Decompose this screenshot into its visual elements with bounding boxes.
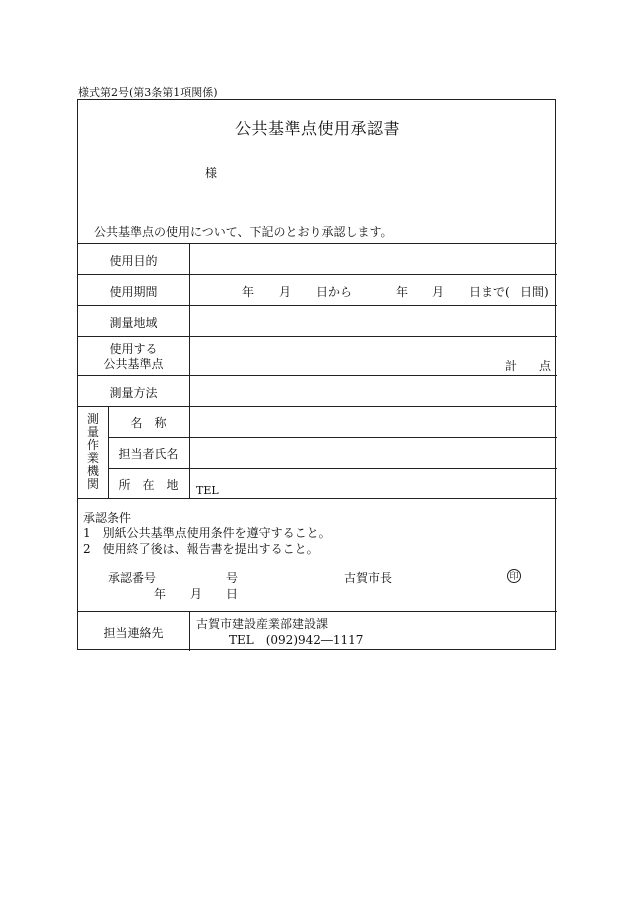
divider [78, 243, 557, 244]
approval-number-label: 承認番号 [108, 571, 157, 585]
column-divider [189, 243, 190, 498]
group-char: 作 [86, 438, 99, 452]
condition-item: 1 別紙公共基準点使用条件を遵守すること。 [83, 526, 331, 540]
group-char: 業 [86, 451, 99, 465]
area-label: 測量地域 [109, 316, 158, 330]
approval-form [77, 99, 556, 650]
seal-mark: 印 [507, 569, 521, 583]
approval-date-month: 月 [190, 587, 203, 601]
period-label: 使用期間 [109, 285, 158, 299]
divider [78, 498, 557, 499]
approval-date-year: 年 [154, 587, 167, 601]
mayor-label: 古賀市長 [344, 571, 393, 585]
divider [78, 375, 557, 376]
contact-phone: TEL (092)942―1117 [229, 633, 364, 647]
org-address-label: 所 在 地 [118, 478, 179, 492]
points-label-line2: 公共基準点 [103, 357, 164, 371]
group-char: 量 [86, 425, 99, 439]
divider [78, 305, 557, 306]
org-person-label: 担当者氏名 [118, 447, 179, 461]
divider [78, 611, 557, 612]
method-label: 測量方法 [109, 386, 158, 400]
divider [108, 468, 557, 469]
period-year-until: 年 [396, 285, 409, 299]
contact-department: 古賀市建設産業部建設課 [196, 617, 329, 631]
points-label-line1: 使用する [109, 342, 158, 356]
condition-item: 2 使用終了後は、報告書を提出すること。 [83, 542, 319, 556]
form-reference: 様式第2号(第3条第1項関係) [78, 86, 218, 99]
points-unit-label: 点 [539, 359, 552, 373]
column-divider [189, 611, 190, 651]
divider [108, 437, 557, 438]
intro-text: 公共基準点の使用について、下記のとおり承認します。 [94, 225, 393, 239]
divider [78, 406, 557, 407]
period-month-from: 月 [279, 285, 292, 299]
period-day-until: 日まで( [469, 285, 510, 299]
org-name-label: 名 称 [130, 416, 167, 430]
period-month-until: 月 [432, 285, 445, 299]
purpose-label: 使用目的 [109, 254, 158, 268]
group-char: 関 [86, 477, 99, 491]
period-days: 日間) [520, 285, 549, 299]
approval-date-day: 日 [226, 587, 239, 601]
org-tel-label: TEL [196, 484, 219, 497]
period-year-from: 年 [242, 285, 255, 299]
conditions-heading: 承認条件 [83, 511, 132, 525]
form-title: 公共基準点使用承認書 [234, 119, 400, 138]
contact-label: 担当連絡先 [103, 626, 164, 640]
divider [78, 274, 557, 275]
group-char: 機 [86, 464, 99, 478]
group-char: 測 [86, 412, 99, 426]
survey-org-group-label [78, 406, 108, 498]
approval-number-suffix: 号 [226, 571, 239, 585]
period-day-from: 日から [316, 285, 353, 299]
divider [78, 336, 557, 337]
addressee-suffix: 様 [205, 166, 218, 180]
points-total-label: 計 [505, 359, 518, 373]
